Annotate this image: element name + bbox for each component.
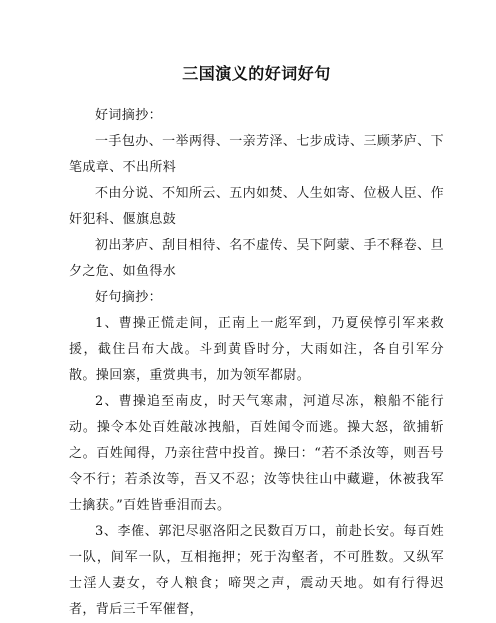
document-body bbox=[69, 103, 444, 623]
word-paragraph: 不由分说、不知所云、五内如焚、人生如寄、位极人臣、作奸犯科、偃旗息鼓 bbox=[69, 186, 444, 227]
word-paragraph: 初出茅庐、刮目相待、名不虚传、吴下阿蒙、手不释卷、旦夕之危、如鱼得水 bbox=[69, 238, 444, 279]
sentence-paragraph: 3、李傕、郭汜尽驱洛阳之民数百万口，前赴长安。每百姓一队，间军一队，互相拖押；死于沟壑者，不可胜数。又纵军士淫人妻女，夺人粮食；啼哭之声，震动天地。如有行得迟者，背后三千军催督， bbox=[69, 524, 444, 617]
word-paragraph: 一手包办、一举两得、一亲芳泽、七步成诗、三顾茅庐、下笔成章、不出所料 bbox=[69, 134, 444, 175]
document-title: 三国演义的好词好句 bbox=[182, 64, 331, 83]
word-section-heading: 好词摘抄： bbox=[95, 108, 163, 123]
sentence-paragraph: 2、曹操追至南皮，时天气寒肃，河道尽冻，粮船不能行动。操令本处百姓敲冰拽船，百姓闻令而逃。操大怒，欲捕斩之。百姓闻得，乃亲往营中投首。操曰：“若不杀汝等，则吾号令不行；若杀汝等，吾又不忍；汝等快往山中藏避，休被我军士擒获。”百姓皆垂泪而去。 bbox=[69, 394, 444, 513]
sentence-section-heading: 好句摘抄： bbox=[95, 290, 163, 305]
sentence-paragraph: 1、曹操正慌走间，正南上一彪军到，乃夏侯惇引军来救援，截住吕布大战。斗到黄昏时分，大雨如注，各自引军分散。操回寨，重赏典韦，加为领军都尉。 bbox=[69, 316, 444, 383]
